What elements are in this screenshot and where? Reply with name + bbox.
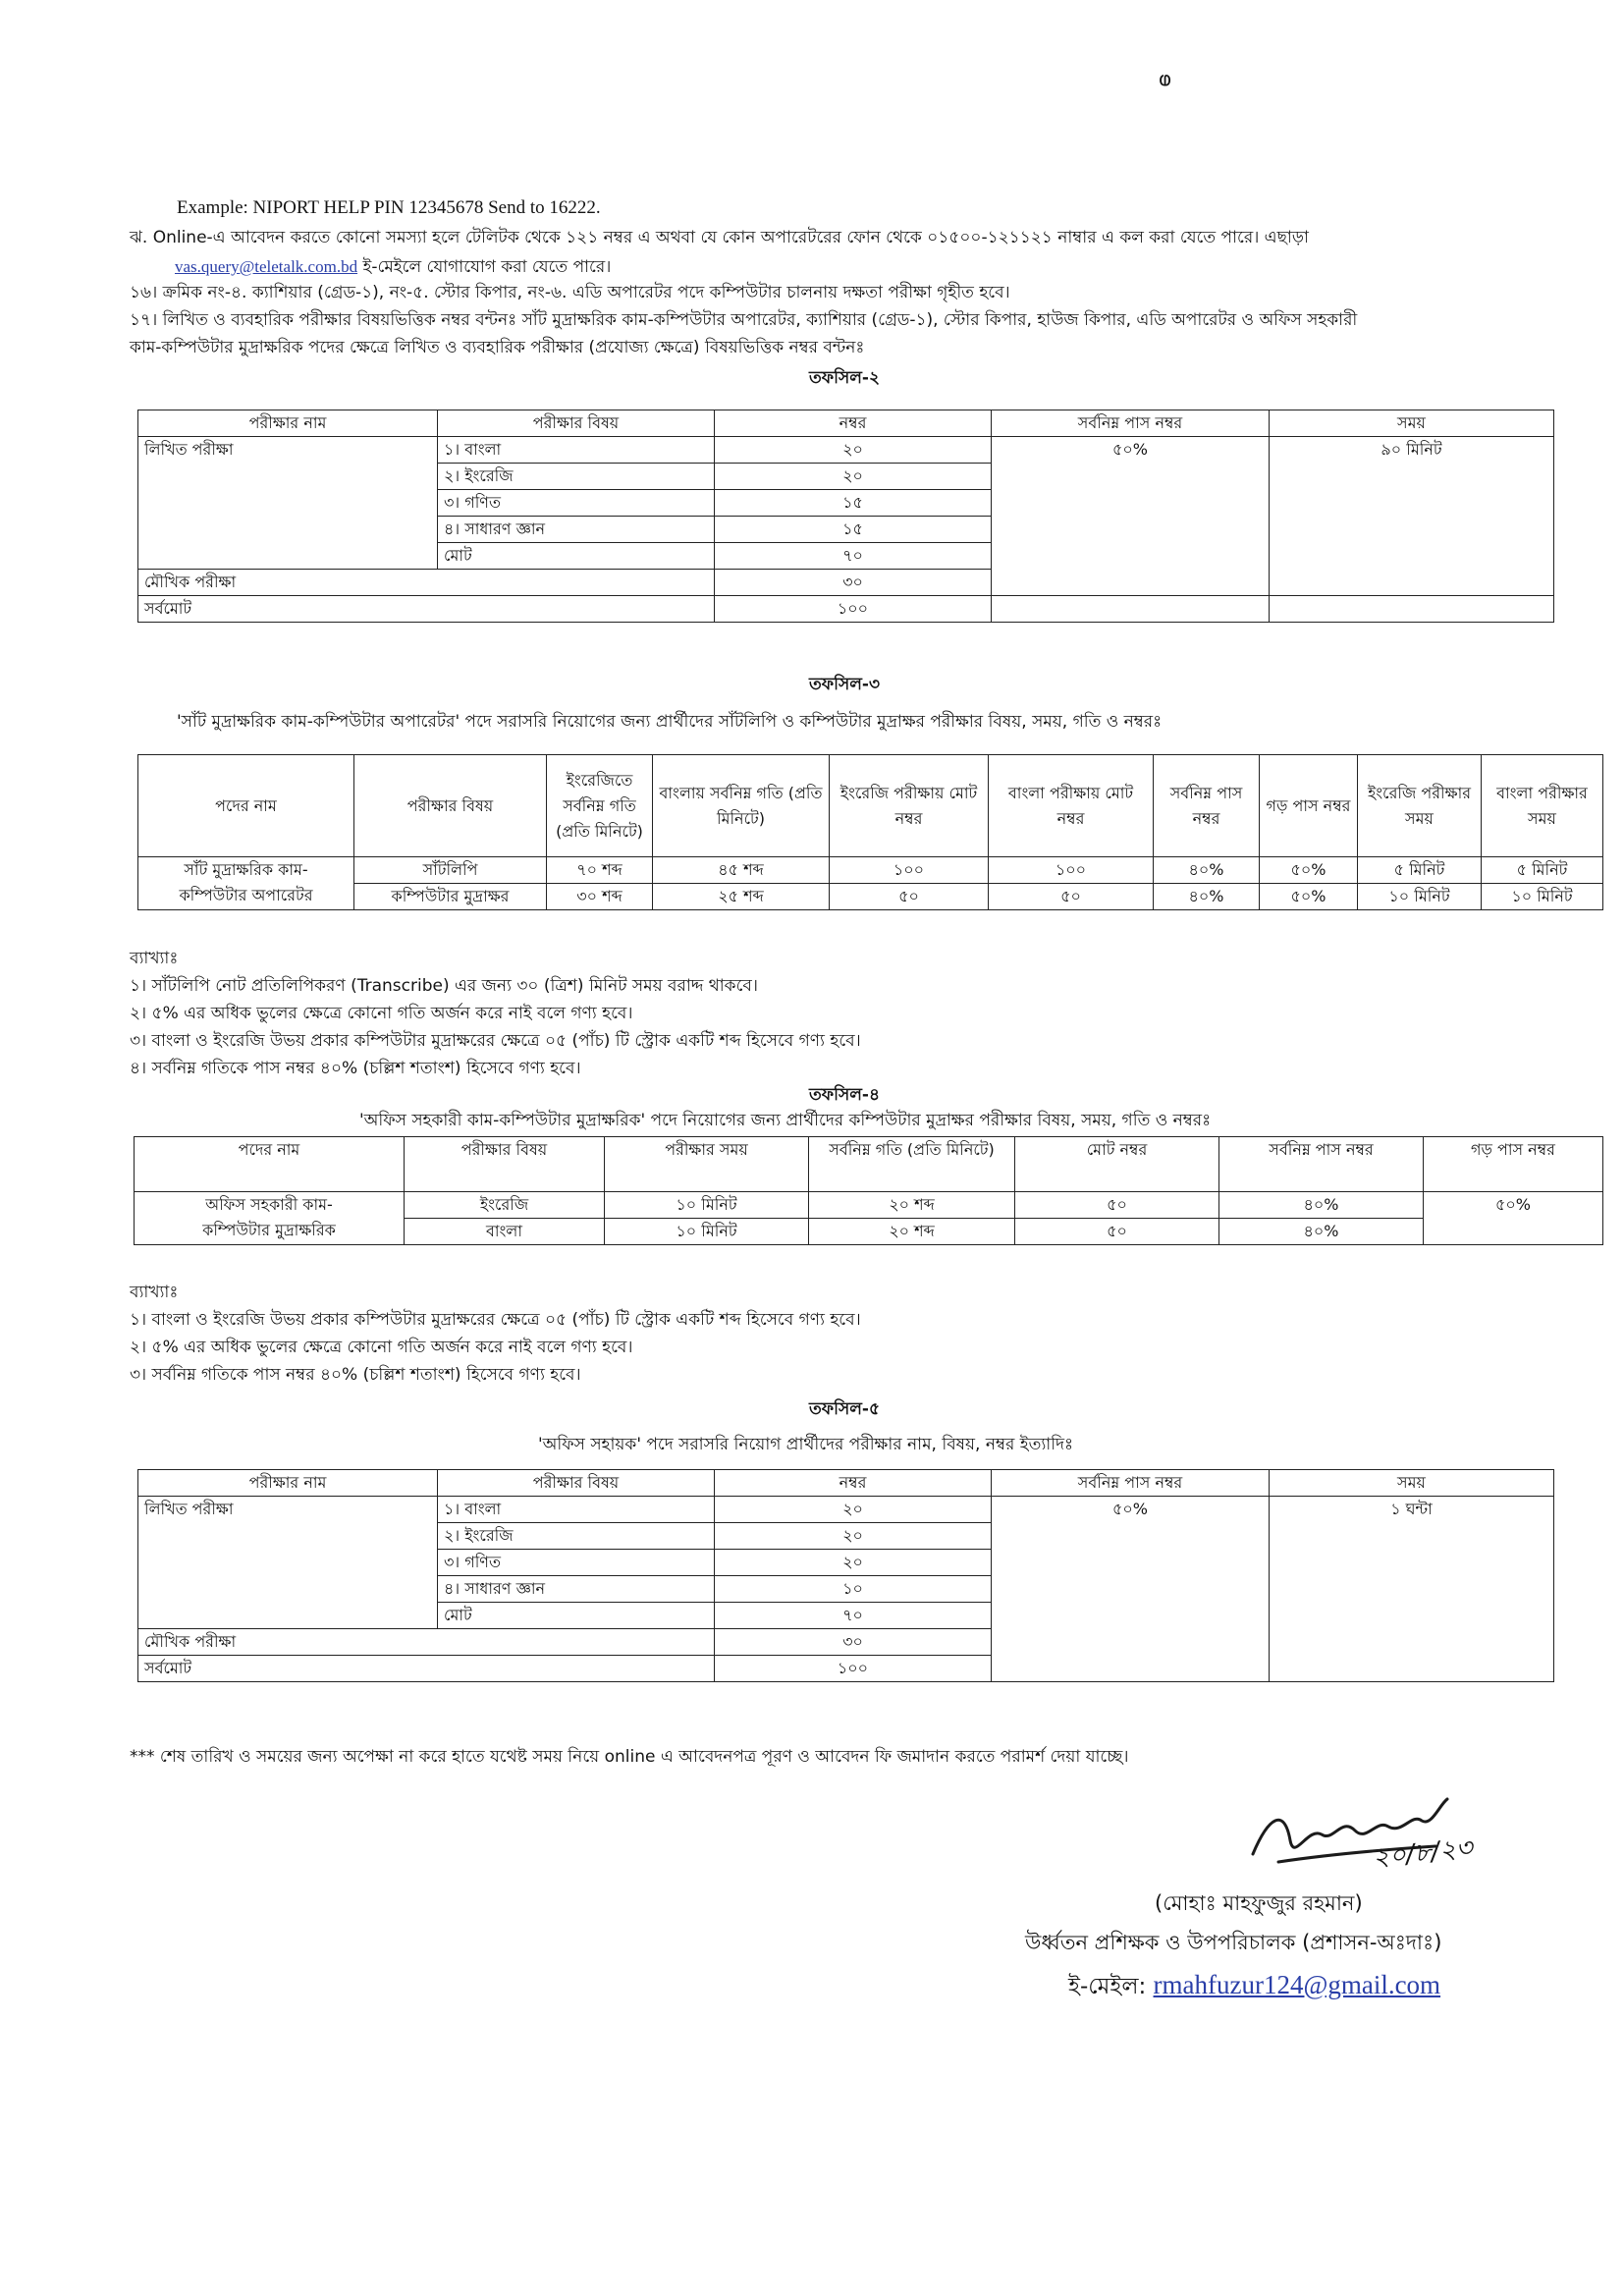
- table2-total-marks: ১০০: [715, 596, 992, 623]
- table5: [137, 1469, 1554, 1682]
- table4-subtitle: 'অফিস সহকারী কাম-কম্পিউটার মুদ্রাক্ষরিক' পদে নিয়োগের জন্য প্রার্থীদের কম্পিউটার মুদ্রাক্ষর পরীক্ষার বিষয়, সময়, গতি ও নম্বরঃ: [359, 1111, 1212, 1130]
- table2-written-label: লিখিত পরীক্ষা: [138, 437, 438, 570]
- table3-cell: ৫০: [830, 884, 989, 910]
- table5-title: তফসিল-৫: [808, 1399, 881, 1419]
- table3-cell: ১০০: [989, 857, 1154, 884]
- table3-header: পদের নাম: [138, 755, 354, 857]
- table3-cell: ২৫ শব্দ: [653, 884, 830, 910]
- table2-marks: ২০: [715, 437, 992, 464]
- table4-avg-pass: ৫০%: [1424, 1192, 1603, 1245]
- table5-header-row: [138, 1470, 1554, 1497]
- table4-cell: ৪০%: [1219, 1192, 1424, 1219]
- table3-header: ইংরেজি পরীক্ষার সময়: [1358, 755, 1482, 857]
- item-kha-label: ঝ.: [130, 228, 148, 247]
- table2-header-row: [138, 410, 1554, 437]
- table2-header: পরীক্ষার নাম: [138, 410, 438, 437]
- table2-viva-label: মৌখিক পরীক্ষা: [138, 570, 715, 596]
- table4-header: পরীক্ষার সময়: [605, 1137, 809, 1192]
- table3-note: ১। সাঁটলিপি নোট প্রতিলিপিকরণ (Transcribe) এর জন্য ৩০ (ত্রিশ) মিনিট সময় বরাদ্দ থাকবে।: [130, 976, 758, 996]
- table5-marks: ২০: [715, 1550, 992, 1576]
- table2-title: তফসিল-২: [808, 368, 881, 388]
- table5-subject: মোট: [438, 1603, 715, 1629]
- footer-note: *** শেষ তারিখ ও সময়ের জন্য অপেক্ষা না করে হাতে যথেষ্ট সময় নিয়ে online এ আবেদনপত্র পূরণ ও আবেদন ফি জমাদান করতে পরামর্শ দেয়া যাচ্ছে।: [130, 1747, 1129, 1767]
- table4-header: গড় পাস নম্বর: [1424, 1137, 1603, 1192]
- scan-mark: ⱷ: [1159, 67, 1172, 90]
- table2-subject: ১। বাংলা: [438, 437, 715, 464]
- table2-subject: ২। ইংরেজি: [438, 464, 715, 490]
- table3-cell: ৫০: [989, 884, 1154, 910]
- table5-subject: ৪। সাধারণ জ্ঞান: [438, 1576, 715, 1603]
- table5-viva-marks: ৩০: [715, 1629, 992, 1656]
- table4-post-name: [135, 1192, 405, 1245]
- table4-header: মোট নম্বর: [1015, 1137, 1219, 1192]
- table2-total-label: সর্বমোট: [138, 596, 715, 623]
- table5-header: পরীক্ষার বিষয়: [438, 1470, 715, 1497]
- table5-header: সময়: [1270, 1470, 1554, 1497]
- table5-time: ১ ঘন্টা: [1270, 1497, 1554, 1682]
- table-row: [138, 857, 1603, 884]
- signatory-email-label: ই-মেইল:: [1068, 1974, 1154, 1999]
- table3-cell: ১০ মিনিট: [1358, 884, 1482, 910]
- item-17-line1: ১৭। লিখিত ও ব্যবহারিক পরীক্ষার বিষয়ভিত্তিক নম্বর বন্টনঃ সাঁট মুদ্রাক্ষরিক কাম-কম্পিউটার অপারেটর, ক্যাশিয়ার (গ্রেড-১), স্টোর কিপার, হাউজ কিপার, এডি অপারেটর ও অফিস সহকারী: [130, 310, 1358, 330]
- table2-marks: ৭০: [715, 543, 992, 570]
- table4-cell: ৪০%: [1219, 1219, 1424, 1245]
- table3-header: পরীক্ষার বিষয়: [354, 755, 547, 857]
- table3-notes-title: ব্যাখ্যাঃ: [130, 949, 179, 968]
- table3-header: গড় পাস নম্বর: [1260, 755, 1358, 857]
- table3-subtitle: 'সাঁট মুদ্রাক্ষরিক কাম-কম্পিউটার অপারেটর' পদে সরাসরি নিয়োগের জন্য প্রার্থীদের সাঁটলিপি ও কম্পিউটার মুদ্রাক্ষর পরীক্ষার বিষয়, সময়, গতি ও নম্বরঃ: [177, 712, 1163, 732]
- table3-post-name: [138, 857, 354, 910]
- table3-title: তফসিল-৩: [808, 675, 881, 694]
- table-row: [138, 596, 1554, 623]
- table3-header: বাংলা পরীক্ষার সময়: [1482, 755, 1603, 857]
- table3-header: বাংলা পরীক্ষায় মোট নম্বর: [989, 755, 1154, 857]
- table2-subject: মোট: [438, 543, 715, 570]
- table2-empty-cell: [992, 596, 1270, 623]
- table3-header: ইংরেজিতে সর্বনিম্ন গতি (প্রতি মিনিটে): [547, 755, 653, 857]
- signatory-designation: উর্ধ্বতন প্রশিক্ষক ও উপপরিচালক (প্রশাসন-অঃদাঃ): [1025, 1931, 1442, 1954]
- table3-cell: ৫০%: [1260, 884, 1358, 910]
- email-line-suffix: ই-মেইলে যোগাযোগ করা যেতে পারে।: [357, 257, 612, 277]
- table3-header-row: [138, 755, 1603, 857]
- table2: [137, 410, 1554, 623]
- table5-marks: ২০: [715, 1523, 992, 1550]
- table4-note: ৩। সর্বনিম্ন গতিকে পাস নম্বর ৪০% (চল্লিশ শতাংশ) হিসেবে গণ্য হবে।: [130, 1365, 581, 1385]
- table2-empty-cell: [1270, 596, 1554, 623]
- email-line: [175, 253, 1598, 281]
- table3-header: সর্বনিম্ন পাস নম্বর: [1154, 755, 1260, 857]
- table5-marks: ১০: [715, 1576, 992, 1603]
- table2-marks: ২০: [715, 464, 992, 490]
- table3-cell: ৪৫ শব্দ: [653, 857, 830, 884]
- item-kha-text: Online-এ আবেদন করতে কোনো সমস্যা হলে টেলিটক থেকে ১২১ নম্বর এ অথবা যে কোন অপারেটরের ফোন থেকে ০১৫০০-১২১১২১ নাম্বার এ কল করা যেতে পারে। এছাড়া: [152, 228, 1309, 247]
- table3: [137, 754, 1603, 910]
- table5-marks: ৭০: [715, 1603, 992, 1629]
- table3-cell: ১০০: [830, 857, 989, 884]
- table2-subject: ৪। সাধারণ জ্ঞান: [438, 517, 715, 543]
- table3-cell: ৪০%: [1154, 857, 1260, 884]
- table5-total-marks: ১০০: [715, 1656, 992, 1682]
- table4-notes-title: ব্যাখ্যাঃ: [130, 1283, 179, 1302]
- table4-header-row: [135, 1137, 1603, 1192]
- table5-header: নম্বর: [715, 1470, 992, 1497]
- table3-cell: ১০ মিনিট: [1482, 884, 1603, 910]
- table5-marks: ২০: [715, 1497, 992, 1523]
- table4-cell: ১০ মিনিট: [605, 1219, 809, 1245]
- table2-header: নম্বর: [715, 410, 992, 437]
- signatory-name: (মোহাঃ মাহফুজুর রহমান): [1155, 1891, 1363, 1915]
- table4-cell: ৫০: [1015, 1219, 1219, 1245]
- table4-cell: বাংলা: [405, 1219, 605, 1245]
- table-row: [135, 1192, 1603, 1219]
- signatory-email-link[interactable]: rmahfuzur124@gmail.com: [1153, 1970, 1441, 1999]
- table4-post-line2: কম্পিউটার মুদ্রাক্ষরিক: [202, 1221, 336, 1239]
- table2-header: সময়: [1270, 410, 1554, 437]
- item-17-line2: কাম-কম্পিউটার মুদ্রাক্ষরিক পদের ক্ষেত্রে লিখিত ও ব্যবহারিক পরীক্ষার (প্রযোজ্য ক্ষেত্রে) বিষয়ভিত্তিক নম্বর বন্টনঃ: [130, 338, 865, 357]
- table3-header: ইংরেজি পরীক্ষায় মোট নম্বর: [830, 755, 989, 857]
- table4-header: পদের নাম: [135, 1137, 405, 1192]
- table3-cell: ৪০%: [1154, 884, 1260, 910]
- table5-subtitle: 'অফিস সহায়ক' পদে সরাসরি নিয়োগ প্রার্থীদের পরীক্ষার নাম, বিষয়, নম্বর ইত্যাদিঃ: [538, 1435, 1074, 1454]
- table3-cell: ৩০ শব্দ: [547, 884, 653, 910]
- item-kha: [130, 224, 1553, 251]
- table4-note: ২। ৫% এর অধিক ভুলের ক্ষেত্রে কোনো গতি অর্জন করে নাই বলে গণ্য হবে।: [130, 1338, 633, 1357]
- table2-time: ৯০ মিনিট: [1270, 437, 1554, 596]
- table4-cell: ২০ শব্দ: [809, 1192, 1015, 1219]
- table2-subject: ৩। গণিত: [438, 490, 715, 517]
- table2-marks: ১৫: [715, 490, 992, 517]
- table2-header: সর্বনিম্ন পাস নম্বর: [992, 410, 1270, 437]
- table5-subject: ৩। গণিত: [438, 1550, 715, 1576]
- table5-written-label: লিখিত পরীক্ষা: [138, 1497, 438, 1629]
- table3-cell: ৫০%: [1260, 857, 1358, 884]
- table2-marks: ১৫: [715, 517, 992, 543]
- table3-header: বাংলায় সর্বনিম্ন গতি (প্রতি মিনিটে): [653, 755, 830, 857]
- teletalk-email-link[interactable]: vas.query@teletalk.com.bd: [175, 257, 358, 276]
- table4-note: ১। বাংলা ও ইংরেজি উভয় প্রকার কম্পিউটার মুদ্রাক্ষরের ক্ষেত্রে ০৫ (পাঁচ) টি স্ট্রোক একটি শব্দ হিসেবে গণ্য হবে।: [130, 1310, 861, 1330]
- table4-header: সর্বনিম্ন গতি (প্রতি মিনিটে): [809, 1137, 1015, 1192]
- table3-cell: ৭০ শব্দ: [547, 857, 653, 884]
- table-row: [138, 884, 1603, 910]
- table3-note: ৩। বাংলা ও ইংরেজি উভয় প্রকার কম্পিউটার মুদ্রাক্ষরের ক্ষেত্রে ০৫ (পাঁচ) টি স্ট্রোক একটি শব্দ হিসেবে গণ্য হবে।: [130, 1031, 861, 1051]
- table4-cell: ৫০: [1015, 1192, 1219, 1219]
- table5-subject: ২। ইংরেজি: [438, 1523, 715, 1550]
- table5-viva-label: মৌখিক পরীক্ষা: [138, 1629, 715, 1656]
- table-row: [138, 437, 1554, 464]
- table5-pass: ৫০%: [992, 1497, 1270, 1682]
- table4-cell: ১০ মিনিট: [605, 1192, 809, 1219]
- table3-cell: কম্পিউটার মুদ্রাক্ষর: [354, 884, 547, 910]
- table-row: [138, 1497, 1554, 1523]
- table4-post-line1: অফিস সহকারী কাম-: [205, 1195, 333, 1214]
- signature-date: ২০/৮/২৩: [1371, 1832, 1475, 1874]
- table4-cell: ২০ শব্দ: [809, 1219, 1015, 1245]
- item-16: ১৬। ক্রমিক নং-৪. ক্যাশিয়ার (গ্রেড-১), নং-৫. স্টোর কিপার, নং-৬. এডি অপারেটর পদে কম্পিউটার চালনায় দক্ষতা পরীক্ষা গৃহীত হবে।: [130, 283, 1010, 302]
- table3-cell: সাঁটলিপি: [354, 857, 547, 884]
- table3-cell: ৫ মিনিট: [1358, 857, 1482, 884]
- table5-header: পরীক্ষার নাম: [138, 1470, 438, 1497]
- table3-post-line2: কম্পিউটার অপারেটর: [179, 886, 313, 904]
- table3-cell: ৫ মিনিট: [1482, 857, 1603, 884]
- table3-post-line1: সাঁট মুদ্রাক্ষরিক কাম-: [184, 860, 308, 879]
- example-line: Example: NIPORT HELP PIN 12345678 Send to 16222.: [177, 197, 601, 218]
- table4: [134, 1136, 1603, 1245]
- table4-cell: ইংরেজি: [405, 1192, 605, 1219]
- table4-header: সর্বনিম্ন পাস নম্বর: [1219, 1137, 1424, 1192]
- table3-note: ২। ৫% এর অধিক ভুলের ক্ষেত্রে কোনো গতি অর্জন করে নাই বলে গণ্য হবে।: [130, 1004, 633, 1023]
- table4-title: তফসিল-৪: [808, 1085, 881, 1105]
- table2-pass: ৫০%: [992, 437, 1270, 596]
- table5-subject: ১। বাংলা: [438, 1497, 715, 1523]
- table5-header: সর্বনিম্ন পাস নম্বর: [992, 1470, 1270, 1497]
- signatory-email-line: [1068, 1968, 1440, 2006]
- table3-note: ৪। সর্বনিম্ন গতিকে পাস নম্বর ৪০% (চল্লিশ শতাংশ) হিসেবে গণ্য হবে।: [130, 1059, 581, 1078]
- table5-total-label: সর্বমোট: [138, 1656, 715, 1682]
- table2-viva-marks: ৩০: [715, 570, 992, 596]
- table2-header: পরীক্ষার বিষয়: [438, 410, 715, 437]
- table4-header: পরীক্ষার বিষয়: [405, 1137, 605, 1192]
